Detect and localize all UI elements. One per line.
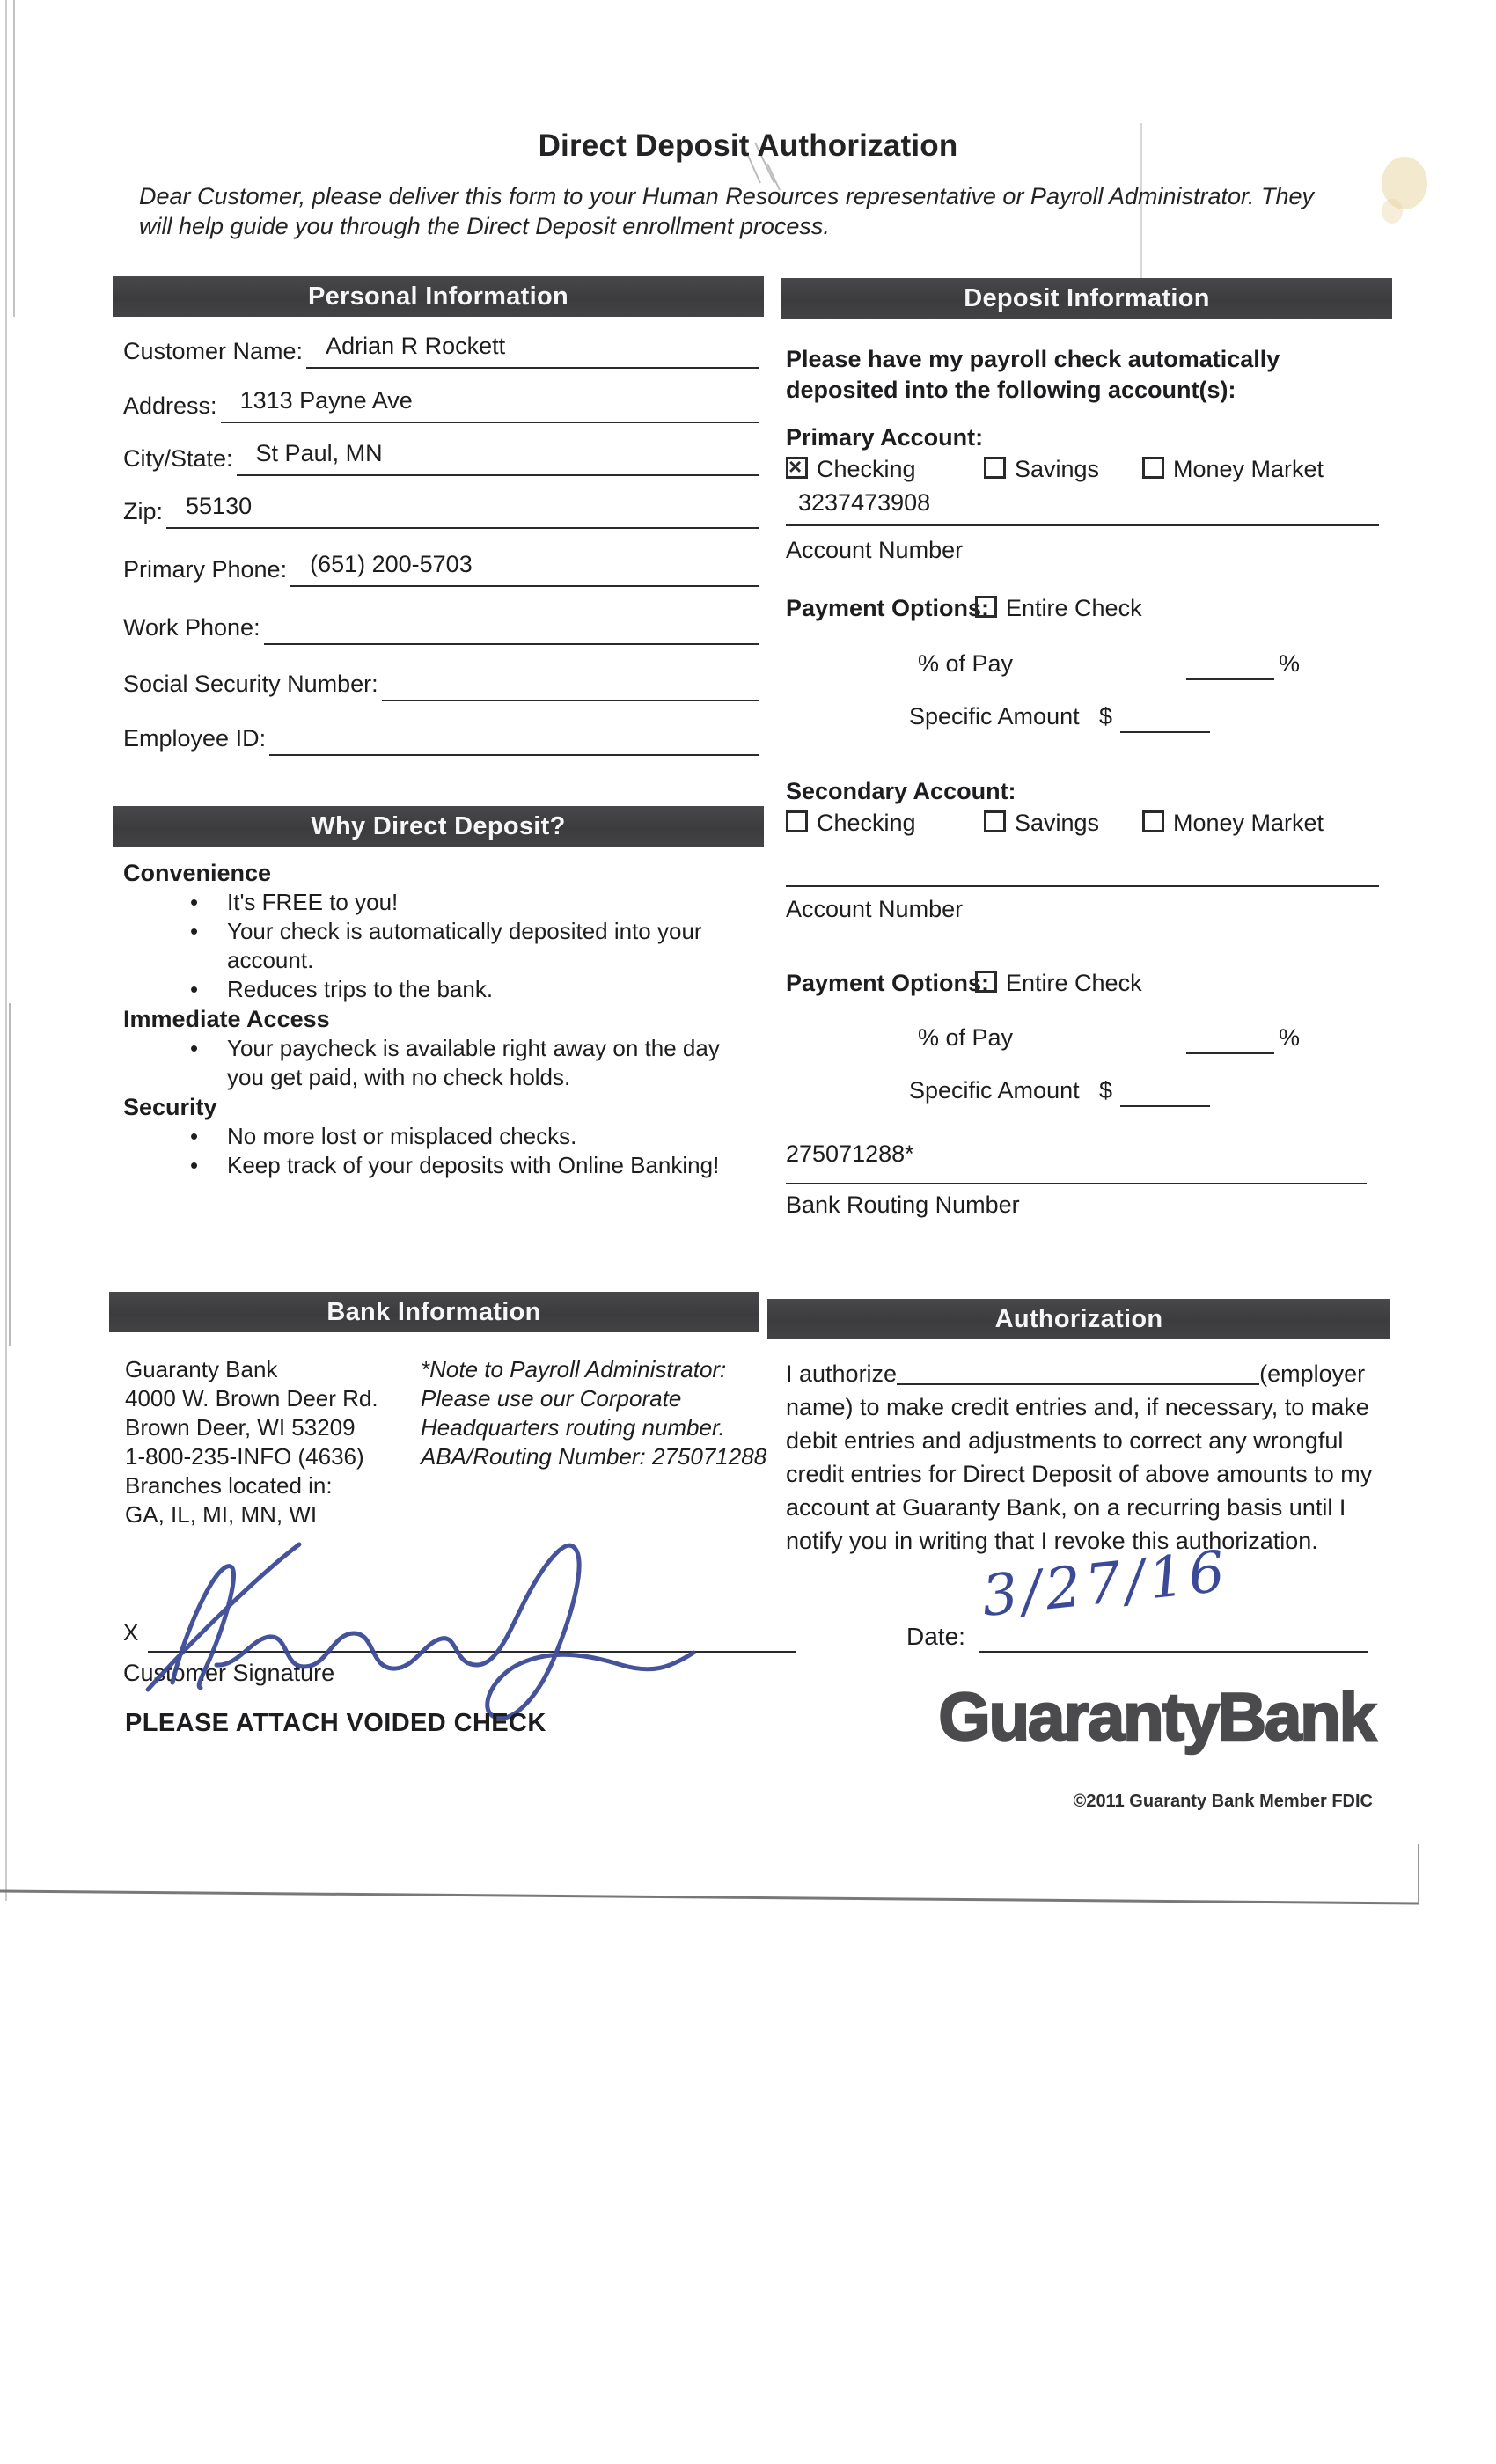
pct-of-pay-blank: [1186, 650, 1274, 680]
signature-x-label: X: [123, 1619, 139, 1646]
field-value: 1313 Payne Ave: [239, 387, 413, 414]
primary-account-number-line: [786, 489, 1379, 526]
signature-line: [148, 1651, 796, 1653]
pct-suffix: %: [1279, 650, 1301, 677]
field-underline: [290, 551, 759, 587]
field-underline: [382, 665, 759, 701]
field-label: Social Security Number:: [123, 671, 378, 697]
field-label: Work Phone:: [123, 614, 260, 641]
dollar-sign: $: [1099, 703, 1113, 730]
bank-routing-number-line: [786, 1140, 1367, 1184]
payroll-admin-note: [421, 1355, 766, 1471]
primary-account-options: [786, 456, 1382, 488]
primary-account-title: Primary Account:: [786, 424, 984, 451]
authorization-header: Authorization: [767, 1299, 1390, 1339]
field-row-ssn: [123, 665, 759, 701]
bank-address-block: [125, 1355, 378, 1529]
deposit-intro: Please have my payroll check automatically deposited into the following account(s):: [786, 346, 1280, 403]
field-underline: [221, 387, 759, 423]
bank-routing-number-value: 275071288*: [786, 1140, 914, 1167]
benefit-item: • Keep track of your deposits with Online Banking!: [123, 1151, 762, 1180]
pct-of-pay-label: % of Pay: [918, 1024, 1014, 1051]
secondary-payment-options: [786, 970, 1382, 1001]
benefit-group-title: Security: [123, 1094, 217, 1120]
field-underline: [306, 333, 759, 369]
primary-payment-options: [786, 595, 1382, 627]
date-line: [979, 1651, 1368, 1653]
benefit-group-title: Convenience: [123, 860, 272, 886]
checkbox-icon: [1142, 810, 1164, 832]
field-value: St Paul, MN: [255, 440, 383, 466]
payment-options-label: Payment Options:: [786, 595, 990, 621]
checkbox-icon: [984, 810, 1006, 832]
form-title: Direct Deposit Authorization: [538, 128, 958, 163]
checkbox-label: Money Market: [1173, 810, 1324, 836]
field-label: Address:: [123, 392, 217, 419]
payment-options-label: Payment Options:: [786, 970, 990, 996]
specific-amount-blank: [1120, 703, 1210, 733]
checkbox-item-entire-check: [975, 595, 1142, 622]
benefit-list: [123, 1122, 762, 1180]
benefit-item: • It's FREE to you!: [123, 888, 762, 917]
field-label: Zip:: [123, 498, 164, 524]
employer-name-blank: [897, 1359, 1259, 1385]
checkbox-item-checking: [786, 456, 916, 483]
checkbox-item-checking: [786, 810, 916, 837]
field-label: Customer Name:: [123, 338, 304, 364]
bank-address-line: 4000 W. Brown Deer Rd.: [125, 1385, 378, 1412]
bank-address-line: 1-800-235-INFO (4636): [125, 1443, 364, 1470]
field-underline: [237, 440, 759, 476]
primary-specific-amount-row: [786, 703, 1382, 737]
authorization-text-after: (employer name) to make credit entries and, if necessary, to make debit entries and adjustments to correct any wrongful credit entries for Direct Deposit of above amounts to my account at Guaranty Bank, on a recurring basis until I notify you in writing that I revoke this authorization.: [786, 1360, 1373, 1554]
checkbox-item-entire-check: [975, 970, 1142, 997]
note-line: *Note to Payroll Administrator:: [421, 1356, 727, 1382]
bank-address-line: Branches located in:: [125, 1472, 333, 1499]
checkbox-icon: [975, 971, 997, 993]
attach-voided-check-note: PLEASE ATTACH VOIDED CHECK: [125, 1709, 546, 1737]
why-direct-deposit-header: Why Direct Deposit?: [113, 806, 764, 847]
checkbox-label: Savings: [1015, 810, 1100, 836]
benefit-list: [123, 888, 762, 1004]
benefit-item: • Your check is automatically deposited into your account.: [123, 917, 762, 975]
field-row-primary-phone: [123, 551, 759, 587]
guaranty-bank-logo: GuarantyBank: [938, 1680, 1375, 1755]
benefit-item: • Reduces trips to the bank.: [123, 975, 762, 1004]
benefit-list: [123, 1034, 762, 1092]
copyright-note: ©2011 Guaranty Bank Member FDIC: [1073, 1792, 1373, 1811]
dollar-sign: $: [1099, 1077, 1113, 1104]
specific-amount-label: Specific Amount: [909, 703, 1080, 730]
specific-amount-blank: [1120, 1077, 1210, 1107]
signature-caption: Customer Signature: [123, 1660, 335, 1686]
field-row-customer-name: [123, 333, 759, 369]
handwritten-date-value: 3/27/16: [979, 1538, 1233, 1630]
field-row-zip: [123, 493, 759, 529]
note-line: Headquarters routing number.: [421, 1414, 725, 1441]
bank-info-header: Bank Information: [109, 1292, 759, 1332]
deposit-info-header: Deposit Information: [781, 278, 1392, 319]
checkbox-item-money-market: [1142, 456, 1324, 483]
field-underline: [264, 609, 759, 645]
benefit-item: • No more lost or misplaced checks.: [123, 1122, 762, 1151]
primary-account-number-value: 3237473908: [798, 489, 931, 516]
checkbox-item-savings: [984, 456, 1099, 483]
primary-pct-of-pay-row: [786, 650, 1382, 684]
pct-of-pay-label: % of Pay: [918, 650, 1014, 677]
checkbox-icon: [975, 596, 997, 618]
authorization-text: [786, 1357, 1377, 1558]
checkbox-item-money-market: [1142, 810, 1324, 837]
field-value: (651) 200-5703: [310, 551, 473, 577]
field-label: Primary Phone:: [123, 556, 288, 583]
field-underline: [269, 720, 759, 756]
pct-of-pay-blank: [1186, 1024, 1274, 1054]
benefit-item: • Your paycheck is available right away on the day you get paid, with no check holds.: [123, 1034, 762, 1092]
field-row-city-state: [123, 440, 759, 476]
field-label: City/State:: [123, 445, 233, 472]
account-number-label: Account Number: [786, 537, 964, 563]
benefit-group-title: Immediate Access: [123, 1006, 330, 1032]
date-label: Date:: [906, 1623, 965, 1650]
pct-suffix: %: [1279, 1024, 1301, 1051]
field-row-address: [123, 387, 759, 423]
field-underline: [166, 493, 759, 529]
bank-address-line: Brown Deer, WI 53209: [125, 1414, 356, 1441]
secondary-account-title: Secondary Account:: [786, 778, 1016, 804]
note-line: Please use our Corporate: [421, 1385, 682, 1412]
bank-address-line: Guaranty Bank: [125, 1356, 278, 1382]
checkbox-label: Money Market: [1173, 456, 1324, 482]
checkbox-checked-icon: [786, 457, 808, 479]
checkbox-label: Checking: [817, 456, 916, 482]
field-row-employee-id: [123, 720, 759, 756]
why-direct-deposit-section: [123, 858, 762, 1180]
secondary-specific-amount-row: [786, 1077, 1382, 1111]
checkbox-icon: [786, 810, 808, 832]
checkbox-icon: [1142, 457, 1164, 479]
checkbox-label: Checking: [817, 810, 916, 836]
bank-address-line: GA, IL, MI, MN, WI: [125, 1501, 318, 1528]
field-value: 55130: [186, 493, 253, 519]
field-label: Employee ID:: [123, 725, 267, 752]
checkbox-label: Entire Check: [1006, 595, 1142, 621]
note-line: ABA/Routing Number: 275071288: [421, 1443, 767, 1470]
personal-info-header: Personal Information: [113, 276, 764, 317]
field-row-work-phone: [123, 609, 759, 645]
secondary-pct-of-pay-row: [786, 1024, 1382, 1058]
checkbox-icon: [984, 457, 1006, 479]
secondary-account-number-line: [786, 848, 1379, 887]
authorization-text-before: I authorize: [786, 1360, 898, 1387]
secondary-account-options: [786, 810, 1382, 841]
checkbox-item-savings: [984, 810, 1099, 837]
checkbox-label: Entire Check: [1006, 970, 1142, 996]
specific-amount-label: Specific Amount: [909, 1077, 1080, 1104]
account-number-label: Account Number: [786, 896, 964, 922]
checkbox-label: Savings: [1015, 456, 1100, 482]
form-intro: Dear Customer, please deliver this form to your Human Resources representative or Payroll Administrator. They will help guide you through the Direct Deposit enrollment process.: [139, 183, 1315, 239]
bank-routing-number-label: Bank Routing Number: [786, 1192, 1020, 1218]
field-value: Adrian R Rockett: [326, 333, 506, 359]
